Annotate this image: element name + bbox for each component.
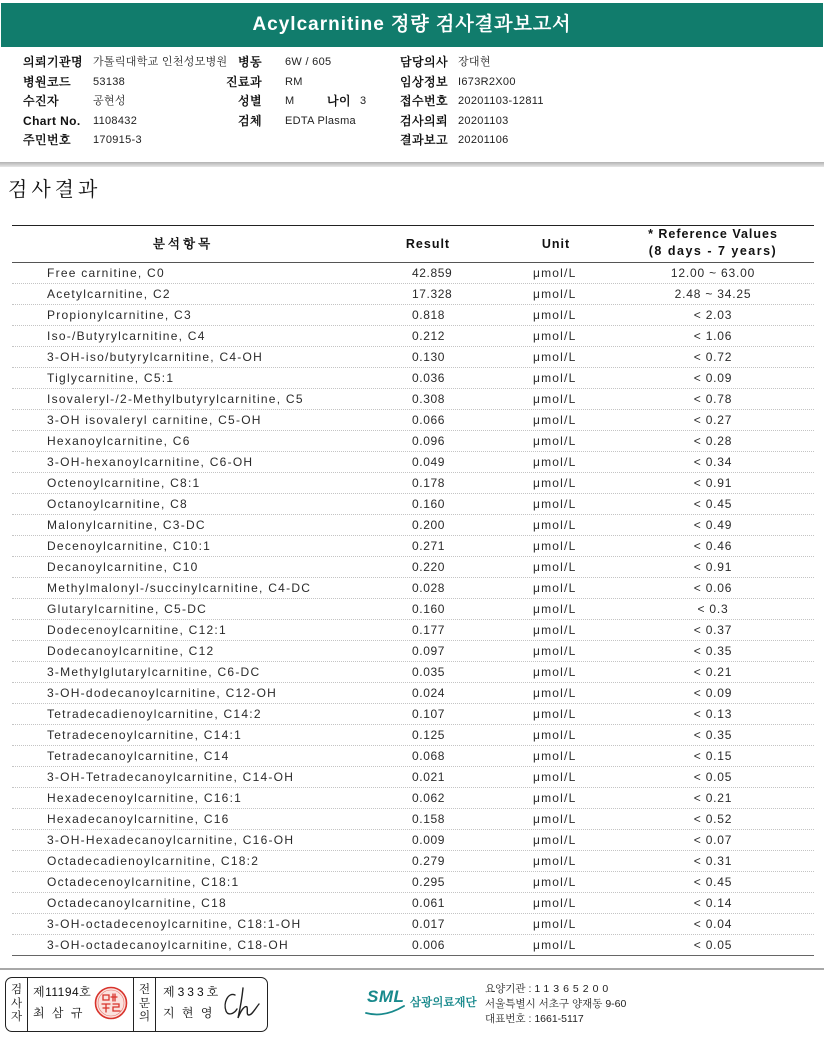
analyte-cell: Isovaleryl-/2-Methylbutyrylcarnitine, C5	[47, 392, 304, 406]
unit-cell: μmol/L	[533, 833, 577, 847]
unit-cell: μmol/L	[533, 602, 577, 616]
table-row	[12, 893, 814, 914]
value-specimen: EDTA Plasma	[285, 114, 356, 127]
table-row	[12, 431, 814, 452]
reference-cell: < 0.21	[693, 791, 733, 805]
analyte-cell: Tetradecadienoylcarnitine, C14:2	[47, 707, 262, 721]
table-row	[12, 326, 814, 347]
analyte-cell: Octadecanoylcarnitine, C18	[47, 896, 227, 910]
unit-cell: μmol/L	[533, 581, 577, 595]
result-cell: 0.066	[412, 413, 446, 427]
patient-info	[0, 53, 824, 153]
table-row	[12, 935, 814, 956]
result-cell: 0.021	[412, 770, 446, 784]
table-row	[12, 788, 814, 809]
logo-swoosh-icon	[364, 1004, 406, 1016]
section-title: 검사결과	[8, 179, 102, 201]
result-cell: 0.158	[412, 812, 446, 826]
table-row	[12, 830, 814, 851]
reference-cell: < 0.15	[693, 749, 733, 763]
analyte-cell: Acetylcarnitine, C2	[47, 287, 171, 301]
table-row	[12, 725, 814, 746]
unit-cell: μmol/L	[533, 938, 577, 952]
unit-cell: μmol/L	[533, 455, 577, 469]
analyte-cell: 3-OH-hexanoylcarnitine, C6-OH	[47, 455, 254, 469]
label-sex: 성별	[238, 94, 262, 108]
result-cell: 0.818	[412, 308, 446, 322]
analyte-cell: Free carnitine, C0	[47, 266, 165, 280]
result-cell: 0.006	[412, 938, 446, 952]
analyte-cell: 3-OH-octadecenoylcarnitine, C18:1-OH	[47, 917, 302, 931]
value-accession-number: 20201103-12811	[458, 95, 544, 107]
info-row	[0, 73, 824, 93]
reference-cell: < 0.07	[693, 833, 733, 847]
reference-cell: < 0.31	[693, 854, 733, 868]
table-row	[12, 620, 814, 641]
analyte-cell: Hexanoylcarnitine, C6	[47, 434, 191, 448]
result-cell: 0.062	[412, 791, 446, 805]
result-cell: 0.308	[412, 392, 446, 406]
analyte-cell: Glutarylcarnitine, C5-DC	[47, 602, 208, 616]
table-row	[12, 473, 814, 494]
result-cell: 0.096	[412, 434, 446, 448]
table-row	[12, 347, 814, 368]
specialist-role-cell	[133, 978, 156, 1031]
lab-name: 삼광의료재단	[410, 997, 477, 1009]
analyte-cell: 3-OH-Tetradecanoylcarnitine, C14-OH	[47, 770, 295, 784]
reference-cell: < 0.49	[693, 518, 733, 532]
lab-institution-code: 11365200	[534, 983, 613, 995]
tester-role-label: 검사자	[10, 984, 23, 1024]
value-chart-no: 1108432	[93, 114, 138, 127]
label-ward: 병동	[238, 55, 262, 69]
result-cell: 0.024	[412, 686, 446, 700]
analyte-cell: Hexadecanoylcarnitine, C16	[47, 812, 230, 826]
unit-cell: μmol/L	[533, 686, 577, 700]
table-row	[12, 536, 814, 557]
reference-cell: < 0.72	[693, 350, 733, 364]
value-request-date: 20201103	[458, 114, 509, 127]
analyte-cell: Decenoylcarnitine, C10:1	[47, 539, 212, 553]
reference-cell: < 0.34	[693, 455, 733, 469]
table-row	[12, 809, 814, 830]
table-row	[12, 746, 814, 767]
report-header	[1, 3, 823, 47]
result-cell: 0.220	[412, 560, 446, 574]
analyte-cell: Dodecanoylcarnitine, C12	[47, 644, 215, 658]
result-cell: 17.328	[412, 287, 453, 301]
reference-cell: < 0.09	[693, 371, 733, 385]
unit-cell: μmol/L	[533, 812, 577, 826]
table-row	[12, 389, 814, 410]
analyte-cell: Octadecadienoylcarnitine, C18:2	[47, 854, 260, 868]
info-row	[0, 92, 824, 112]
analyte-cell: 3-OH-iso/butyrylcarnitine, C4-OH	[47, 350, 264, 364]
table-row	[12, 767, 814, 788]
reference-cell: < 2.03	[693, 308, 733, 322]
reference-cell: < 0.35	[693, 644, 733, 658]
reference-cell: < 0.13	[693, 707, 733, 721]
label-chart-no: Chart No.	[23, 113, 81, 128]
section-divider	[0, 162, 824, 167]
reference-cell: < 0.52	[693, 812, 733, 826]
result-cell: 0.125	[412, 728, 446, 742]
analyte-cell: Tetradecenoylcarnitine, C14:1	[47, 728, 243, 742]
reference-cell: < 0.78	[693, 392, 733, 406]
analyte-cell: 3-OH isovaleryl carnitine, C5-OH	[47, 413, 262, 427]
result-cell: 0.178	[412, 476, 446, 490]
table-row	[12, 515, 814, 536]
unit-cell: μmol/L	[533, 518, 577, 532]
table-header	[12, 225, 814, 263]
unit-cell: μmol/L	[533, 413, 577, 427]
report-title: Acylcarnitine 정량 검사결과보고서	[252, 14, 572, 35]
analyte-cell: Methylmalonyl-/succinylcarnitine, C4-DC	[47, 581, 312, 595]
reference-cell: < 0.27	[693, 413, 733, 427]
analyte-cell: Dodecenoylcarnitine, C12:1	[47, 623, 227, 637]
analyte-cell: Tiglycarnitine, C5:1	[47, 371, 175, 385]
table-row	[12, 641, 814, 662]
table-row	[12, 452, 814, 473]
results-table-body	[12, 263, 814, 956]
table-row	[12, 578, 814, 599]
result-cell: 0.271	[412, 539, 446, 553]
unit-cell: μmol/L	[533, 497, 577, 511]
unit-cell: μmol/L	[533, 917, 577, 931]
reference-cell: < 0.28	[693, 434, 733, 448]
analyte-cell: Hexadecenoylcarnitine, C16:1	[47, 791, 243, 805]
specialist-license: 제333호	[163, 985, 222, 999]
unit-cell: μmol/L	[533, 308, 577, 322]
table-row	[12, 494, 814, 515]
analyte-cell: Propionylcarnitine, C3	[47, 308, 192, 322]
seal-stamp-icon	[94, 986, 128, 1020]
result-cell: 0.068	[412, 749, 446, 763]
unit-cell: μmol/L	[533, 329, 577, 343]
result-cell: 0.035	[412, 665, 446, 679]
unit-cell: μmol/L	[533, 371, 577, 385]
analyte-cell: Octadecenoylcarnitine, C18:1	[47, 875, 240, 889]
unit-cell: μmol/L	[533, 392, 577, 406]
result-cell: 0.295	[412, 875, 446, 889]
reference-cell: 2.48 ~ 34.25	[674, 287, 752, 301]
result-cell: 0.061	[412, 896, 446, 910]
footer-divider	[0, 968, 824, 970]
reference-cell: < 0.91	[693, 560, 733, 574]
reference-cell: < 0.06	[693, 581, 733, 595]
analyte-cell: Tetradecanoylcarnitine, C14	[47, 749, 230, 763]
value-physician: 장대현	[458, 56, 491, 68]
lab-institution-code-label: 요양기관 :	[485, 983, 535, 995]
unit-cell: μmol/L	[533, 707, 577, 721]
lab-phone: 대표번호 : 1661-5117	[485, 1013, 584, 1025]
value-patient: 공현성	[93, 95, 126, 107]
result-cell: 0.017	[412, 917, 446, 931]
value-requesting-institution: 가톨릭대학교 인천성모병원	[93, 56, 228, 68]
value-age: 3	[360, 95, 367, 107]
reference-cell: < 0.45	[693, 497, 733, 511]
value-clinical-info: I673R2X00	[458, 75, 516, 88]
unit-cell: μmol/L	[533, 434, 577, 448]
reference-cell: < 0.3	[697, 602, 729, 616]
result-cell: 0.177	[412, 623, 446, 637]
sml-logo: SML	[367, 987, 405, 1006]
table-row	[12, 284, 814, 305]
label-resident-number: 주민번호	[23, 133, 71, 147]
info-row	[0, 112, 824, 132]
table-row	[12, 683, 814, 704]
value-resident-number: 170915-3	[93, 134, 142, 146]
label-requesting-institution: 의뢰기관명	[23, 55, 83, 69]
result-cell: 0.107	[412, 707, 446, 721]
table-row	[12, 599, 814, 620]
reference-cell: < 0.05	[693, 938, 733, 952]
specialist-name: 지 현 영	[163, 1006, 215, 1020]
table-row	[12, 557, 814, 578]
value-department: RM	[285, 75, 303, 88]
result-cell: 0.049	[412, 455, 446, 469]
table-row	[12, 914, 814, 935]
signature-box	[5, 977, 268, 1032]
unit-cell: μmol/L	[533, 854, 577, 868]
tester-role-cell	[6, 978, 28, 1031]
reference-cell: 12.00 ~ 63.00	[670, 266, 756, 280]
analyte-cell: 3-OH-Hexadecanoylcarnitine, C16-OH	[47, 833, 295, 847]
unit-cell: μmol/L	[533, 350, 577, 364]
table-row	[12, 704, 814, 725]
result-cell: 0.200	[412, 518, 446, 532]
lab-institution-code-line	[485, 982, 626, 997]
info-row	[0, 53, 824, 73]
result-cell: 0.279	[412, 854, 446, 868]
reference-cell: < 0.37	[693, 623, 733, 637]
table-row	[12, 851, 814, 872]
column-header-analyte: 분석항목	[152, 237, 214, 251]
info-row	[0, 131, 824, 151]
analyte-cell: Octenoylcarnitine, C8:1	[47, 476, 201, 490]
result-cell: 0.036	[412, 371, 446, 385]
signature-icon	[220, 983, 262, 1025]
label-clinical-info: 임상정보	[400, 74, 448, 89]
label-hospital-code: 병원코드	[23, 74, 71, 89]
label-patient: 수진자	[23, 94, 59, 108]
reference-cell: < 0.21	[693, 665, 733, 679]
label-age: 나이	[327, 94, 351, 108]
table-row	[12, 368, 814, 389]
column-header-result: Result	[405, 237, 451, 251]
unit-cell: μmol/L	[533, 728, 577, 742]
unit-cell: μmol/L	[533, 749, 577, 763]
reference-cell: < 0.45	[693, 875, 733, 889]
label-specimen: 검체	[238, 113, 262, 128]
unit-cell: μmol/L	[533, 770, 577, 784]
analyte-cell: Iso-/Butyrylcarnitine, C4	[47, 329, 206, 343]
column-header-reference-age-range: (8 days - 7 years)	[648, 244, 778, 258]
reference-cell: < 0.04	[693, 917, 733, 931]
table-row	[12, 410, 814, 431]
tester-license: 제11194호	[33, 985, 92, 999]
result-cell: 0.009	[412, 833, 446, 847]
column-header-reference: * Reference Values	[648, 227, 778, 241]
unit-cell: μmol/L	[533, 875, 577, 889]
column-header-unit: Unit	[541, 237, 571, 251]
reference-cell: < 1.06	[693, 329, 733, 343]
tester-name: 최 삼 규	[33, 1006, 85, 1020]
unit-cell: μmol/L	[533, 791, 577, 805]
table-row	[12, 662, 814, 683]
specialist-role-label: 전문의	[138, 984, 151, 1024]
label-physician: 담당의사	[400, 55, 448, 69]
reference-cell: < 0.09	[693, 686, 733, 700]
value-sex: M	[285, 95, 295, 107]
result-cell: 0.097	[412, 644, 446, 658]
analyte-cell: Malonylcarnitine, C3-DC	[47, 518, 206, 532]
result-cell: 0.028	[412, 581, 446, 595]
value-report-date: 20201106	[458, 134, 509, 146]
reference-cell: < 0.46	[693, 539, 733, 553]
value-hospital-code: 53138	[93, 75, 126, 88]
reference-cell: < 0.05	[693, 770, 733, 784]
table-row	[12, 263, 814, 284]
unit-cell: μmol/L	[533, 560, 577, 574]
table-row	[12, 872, 814, 893]
result-cell: 0.160	[412, 497, 446, 511]
label-request-date: 검사의뢰	[400, 113, 448, 128]
analyte-cell: 3-OH-dodecanoylcarnitine, C12-OH	[47, 686, 278, 700]
unit-cell: μmol/L	[533, 287, 577, 301]
label-report-date: 결과보고	[400, 133, 448, 147]
result-cell: 42.859	[412, 266, 453, 280]
analyte-cell: 3-OH-octadecanoylcarnitine, C18-OH	[47, 938, 289, 952]
lab-address: 서울특별시 서초구 양재동 9-60	[485, 998, 627, 1010]
result-cell: 0.212	[412, 329, 446, 343]
label-accession-number: 접수번호	[400, 94, 448, 108]
reference-cell: < 0.14	[693, 896, 733, 910]
lab-contact-info	[485, 982, 626, 1027]
unit-cell: μmol/L	[533, 476, 577, 490]
unit-cell: μmol/L	[533, 266, 577, 280]
result-cell: 0.130	[412, 350, 446, 364]
unit-cell: μmol/L	[533, 623, 577, 637]
reference-cell: < 0.91	[693, 476, 733, 490]
result-cell: 0.160	[412, 602, 446, 616]
analyte-cell: Octanoylcarnitine, C8	[47, 497, 188, 511]
unit-cell: μmol/L	[533, 665, 577, 679]
reference-cell: < 0.35	[693, 728, 733, 742]
unit-cell: μmol/L	[533, 644, 577, 658]
value-ward: 6W / 605	[285, 56, 332, 68]
label-department: 진료과	[226, 74, 262, 89]
table-row	[12, 305, 814, 326]
analyte-cell: Decanoylcarnitine, C10	[47, 560, 199, 574]
unit-cell: μmol/L	[533, 896, 577, 910]
unit-cell: μmol/L	[533, 539, 577, 553]
analyte-cell: 3-Methylglutarylcarnitine, C6-DC	[47, 665, 261, 679]
